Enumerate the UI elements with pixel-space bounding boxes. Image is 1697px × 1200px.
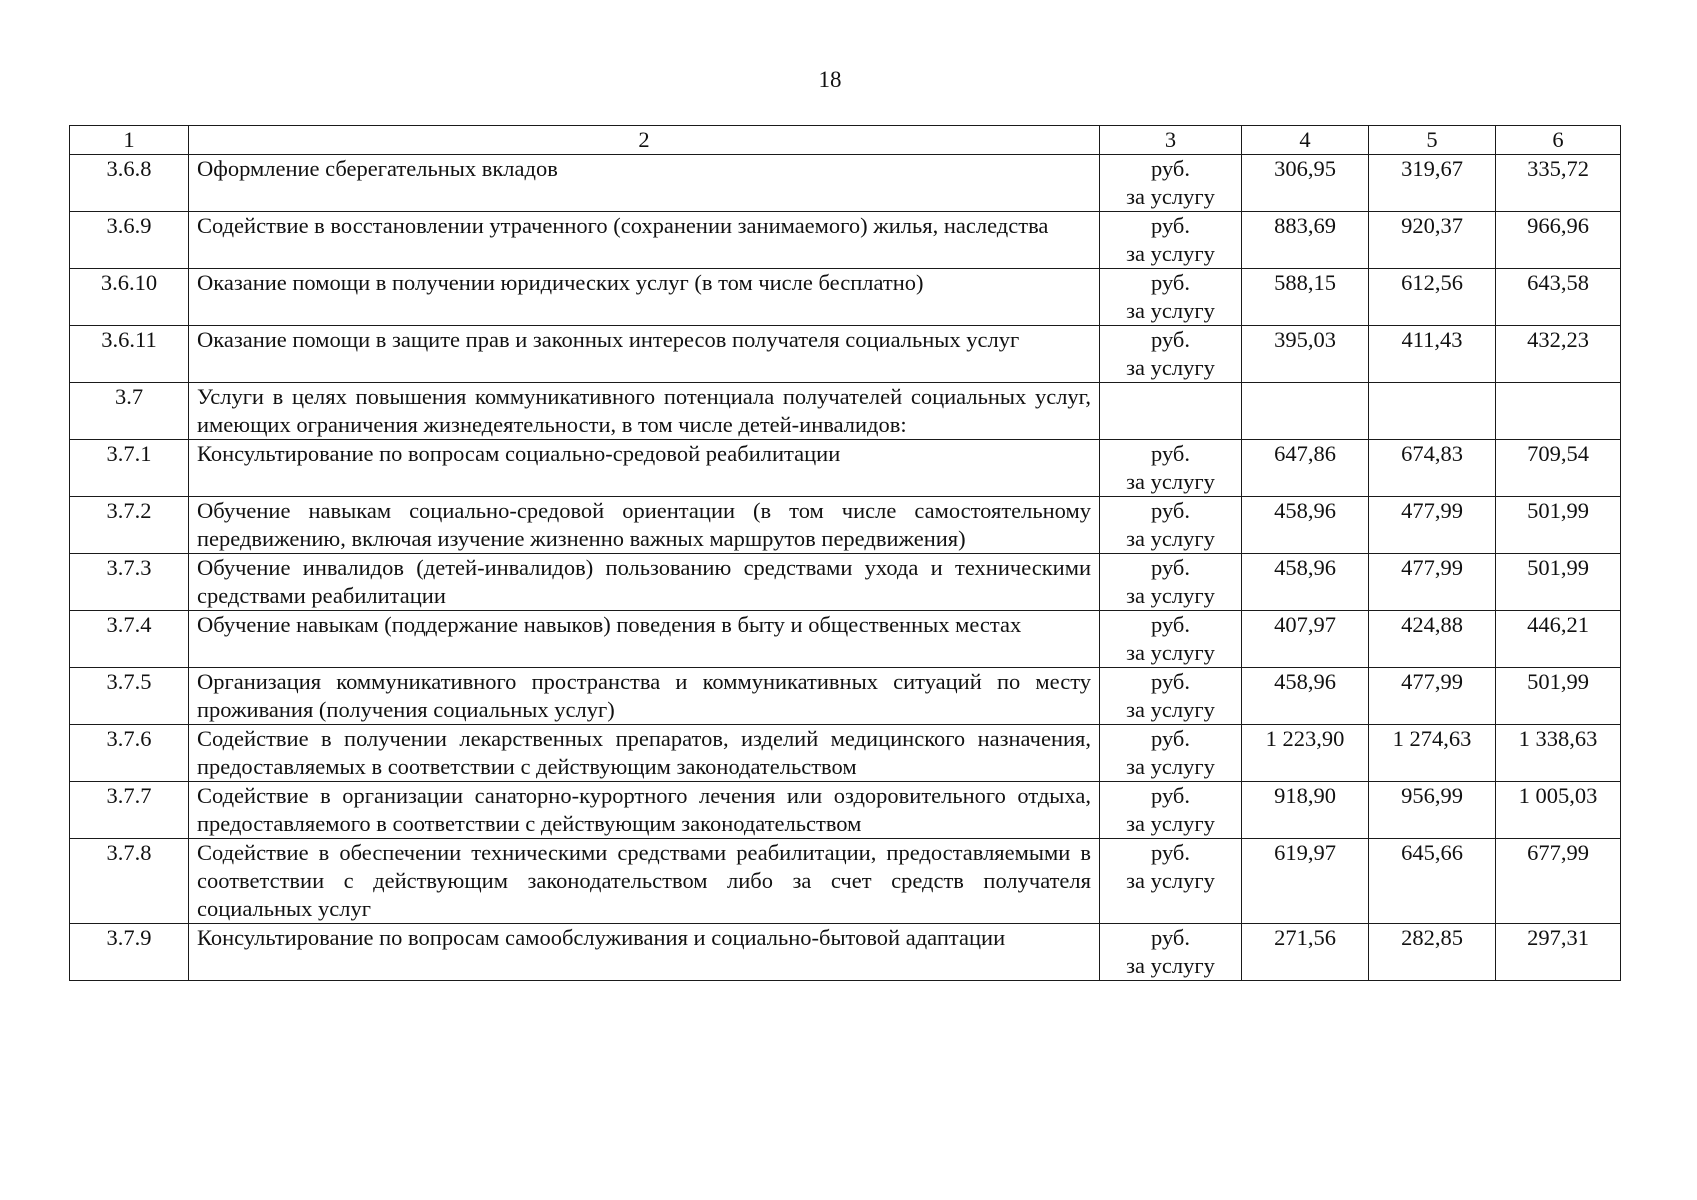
table-row — [70, 326, 1621, 383]
service-number: 3.7.5 — [70, 668, 189, 725]
tariff-table — [69, 125, 1621, 981]
header-row — [70, 126, 1621, 155]
service-name: Содействие в организации санаторно-курортного лечения или оздоровительного отдыха, предоставляемого в соответствии с действующим законодательством — [189, 782, 1100, 839]
unit-cell — [1100, 212, 1242, 269]
value-col-4: 883,69 — [1242, 212, 1369, 269]
service-number: 3.6.10 — [70, 269, 189, 326]
service-number: 3.7 — [70, 383, 189, 440]
unit-line-1: руб. — [1151, 270, 1190, 295]
table-row — [70, 497, 1621, 554]
unit-line-1: руб. — [1151, 783, 1190, 808]
service-name: Обучение навыкам социально-средовой ориентации (в том числе самостоятельному передвижению, включая изучение жизненно важных маршрутов передвижения) — [189, 497, 1100, 554]
service-number: 3.7.3 — [70, 554, 189, 611]
unit-line-2: за услугу — [1126, 953, 1215, 978]
value-col-5: 612,56 — [1369, 269, 1496, 326]
header-col-4: 4 — [1242, 126, 1369, 155]
value-col-5: 477,99 — [1369, 497, 1496, 554]
service-name: Содействие в обеспечении техническими средствами реабилитации, предоставляемыми в соответствии с действующим законодательством либо за счет средств получателя социальных услуг — [189, 839, 1100, 924]
table-row — [70, 782, 1621, 839]
unit-cell — [1100, 668, 1242, 725]
unit-line-1: руб. — [1151, 441, 1190, 466]
service-number: 3.7.2 — [70, 497, 189, 554]
value-col-6 — [1496, 383, 1621, 440]
service-number: 3.7.7 — [70, 782, 189, 839]
value-col-4 — [1242, 383, 1369, 440]
value-col-6: 677,99 — [1496, 839, 1621, 924]
service-number: 3.7.9 — [70, 924, 189, 981]
unit-cell — [1100, 554, 1242, 611]
unit-line-1: руб. — [1151, 156, 1190, 181]
unit-line-1: руб. — [1151, 498, 1190, 523]
unit-cell — [1100, 611, 1242, 668]
table-row — [70, 924, 1621, 981]
value-col-5: 1 274,63 — [1369, 725, 1496, 782]
value-col-6: 1 005,03 — [1496, 782, 1621, 839]
table-row — [70, 383, 1621, 440]
unit-line-2: за услугу — [1126, 184, 1215, 209]
unit-line-1: руб. — [1151, 925, 1190, 950]
unit-line-2: за услугу — [1126, 811, 1215, 836]
header-col-3: 3 — [1100, 126, 1242, 155]
unit-cell — [1100, 269, 1242, 326]
value-col-5 — [1369, 383, 1496, 440]
unit-line-1: руб. — [1151, 555, 1190, 580]
value-col-5: 477,99 — [1369, 554, 1496, 611]
unit-line-1: руб. — [1151, 213, 1190, 238]
table-row — [70, 668, 1621, 725]
value-col-6: 335,72 — [1496, 155, 1621, 212]
value-col-6: 966,96 — [1496, 212, 1621, 269]
value-col-5: 319,67 — [1369, 155, 1496, 212]
unit-cell — [1100, 155, 1242, 212]
service-name: Содействие в восстановлении утраченного (сохранении занимаемого) жилья, наследства — [189, 212, 1100, 269]
table-header — [70, 126, 1621, 155]
unit-line-2: за услугу — [1126, 526, 1215, 551]
table-row — [70, 554, 1621, 611]
service-name: Содействие в получении лекарственных препаратов, изделий медицинского назначения, предоставляемых в соответствии с действующим законодательством — [189, 725, 1100, 782]
service-number: 3.7.1 — [70, 440, 189, 497]
table-row — [70, 725, 1621, 782]
value-col-4: 588,15 — [1242, 269, 1369, 326]
unit-line-2: за услугу — [1126, 355, 1215, 380]
service-number: 3.6.11 — [70, 326, 189, 383]
value-col-5: 920,37 — [1369, 212, 1496, 269]
value-col-4: 395,03 — [1242, 326, 1369, 383]
value-col-4: 458,96 — [1242, 554, 1369, 611]
table-body — [70, 155, 1621, 981]
value-col-4: 458,96 — [1242, 668, 1369, 725]
value-col-6: 297,31 — [1496, 924, 1621, 981]
service-name: Консультирование по вопросам социально-средовой реабилитации — [189, 440, 1100, 497]
value-col-4: 306,95 — [1242, 155, 1369, 212]
unit-line-2: за услугу — [1126, 640, 1215, 665]
table-row — [70, 212, 1621, 269]
header-col-5: 5 — [1369, 126, 1496, 155]
value-col-5: 956,99 — [1369, 782, 1496, 839]
value-col-5: 477,99 — [1369, 668, 1496, 725]
value-col-4: 407,97 — [1242, 611, 1369, 668]
unit-line-2: за услугу — [1126, 298, 1215, 323]
value-col-4: 918,90 — [1242, 782, 1369, 839]
value-col-4: 647,86 — [1242, 440, 1369, 497]
service-name: Обучение инвалидов (детей-инвалидов) пользованию средствами ухода и техническими средствами реабилитации — [189, 554, 1100, 611]
service-number: 3.7.4 — [70, 611, 189, 668]
header-col-2: 2 — [189, 126, 1100, 155]
service-name: Услуги в целях повышения коммуникативного потенциала получателей социальных услуг, имеющих ограничения жизнедеятельности, в том числе детей-инвалидов: — [189, 383, 1100, 440]
unit-cell — [1100, 383, 1242, 440]
unit-line-2: за услугу — [1126, 754, 1215, 779]
unit-line-1: руб. — [1151, 327, 1190, 352]
value-col-6: 1 338,63 — [1496, 725, 1621, 782]
value-col-6: 501,99 — [1496, 554, 1621, 611]
service-name: Организация коммуникативного пространства и коммуникативных ситуаций по месту проживания (получения социальных услуг) — [189, 668, 1100, 725]
service-name: Обучение навыкам (поддержание навыков) поведения в быту и общественных местах — [189, 611, 1100, 668]
header-col-6: 6 — [1496, 126, 1621, 155]
value-col-6: 501,99 — [1496, 497, 1621, 554]
unit-line-1: руб. — [1151, 726, 1190, 751]
unit-line-2: за услугу — [1126, 868, 1215, 893]
unit-line-1: руб. — [1151, 612, 1190, 637]
unit-cell — [1100, 440, 1242, 497]
service-name: Оформление сберегательных вкладов — [189, 155, 1100, 212]
unit-cell — [1100, 497, 1242, 554]
value-col-6: 446,21 — [1496, 611, 1621, 668]
service-name: Оказание помощи в получении юридических услуг (в том числе бесплатно) — [189, 269, 1100, 326]
value-col-5: 411,43 — [1369, 326, 1496, 383]
table-row — [70, 269, 1621, 326]
unit-cell — [1100, 326, 1242, 383]
service-number: 3.6.8 — [70, 155, 189, 212]
value-col-5: 282,85 — [1369, 924, 1496, 981]
table-row — [70, 839, 1621, 924]
page-number: 18 — [818, 67, 842, 92]
service-name: Консультирование по вопросам самообслуживания и социально-бытовой адаптации — [189, 924, 1100, 981]
value-col-5: 424,88 — [1369, 611, 1496, 668]
unit-line-2: за услугу — [1126, 697, 1215, 722]
unit-cell — [1100, 725, 1242, 782]
table-row — [70, 611, 1621, 668]
unit-cell — [1100, 782, 1242, 839]
unit-line-2: за услугу — [1126, 583, 1215, 608]
value-col-6: 643,58 — [1496, 269, 1621, 326]
value-col-5: 645,66 — [1369, 839, 1496, 924]
unit-cell — [1100, 924, 1242, 981]
value-col-4: 458,96 — [1242, 497, 1369, 554]
table-row — [70, 155, 1621, 212]
service-number: 3.6.9 — [70, 212, 189, 269]
unit-line-2: за услугу — [1126, 241, 1215, 266]
table-row — [70, 440, 1621, 497]
value-col-6: 501,99 — [1496, 668, 1621, 725]
value-col-4: 271,56 — [1242, 924, 1369, 981]
value-col-4: 1 223,90 — [1242, 725, 1369, 782]
value-col-5: 674,83 — [1369, 440, 1496, 497]
service-number: 3.7.8 — [70, 839, 189, 924]
value-col-6: 432,23 — [1496, 326, 1621, 383]
service-name: Оказание помощи в защите прав и законных интересов получателя социальных услуг — [189, 326, 1100, 383]
unit-line-2: за услугу — [1126, 469, 1215, 494]
unit-line-1: руб. — [1151, 840, 1190, 865]
value-col-6: 709,54 — [1496, 440, 1621, 497]
service-number: 3.7.6 — [70, 725, 189, 782]
unit-line-1: руб. — [1151, 669, 1190, 694]
unit-cell — [1100, 839, 1242, 924]
value-col-4: 619,97 — [1242, 839, 1369, 924]
header-col-1: 1 — [70, 126, 189, 155]
